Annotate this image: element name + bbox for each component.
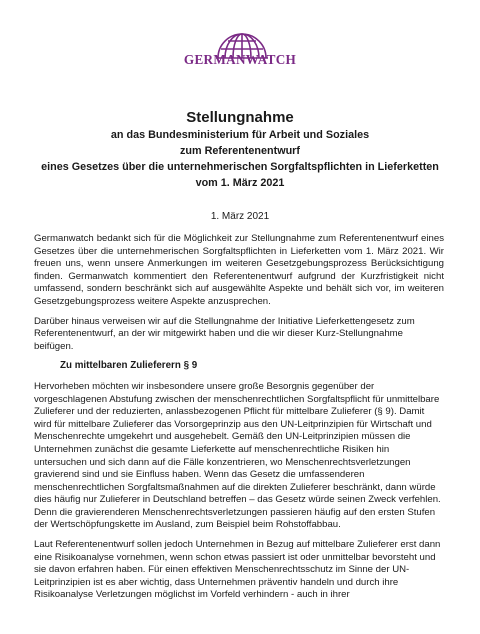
paragraph: Germanwatch bedankt sich für die Möglichkeit zur Stellungnahme zum Referentenentwurf eines Gesetzes über die unternehmerischen Sorgfaltspflichten in Lieferketten vom 1. März 2021. Wir freuen uns, wenn unsere Anmerkungen im weiteren Gesetzgebungsprozess Berücksichtigung finden. Germanwatch kommentiert den Referentenentwurf aufgrund der Kurzfristigkeit nicht umfassend, sondern beschränkt sich auf ausgewählte Aspekte und behält sich vor, im weiteren Gesetzgebungsprozess weitere Aspekte anzusprechen. — [34, 233, 444, 307]
paragraph: Hervorheben möchten wir insbesondere unsere große Besorgnis gegenüber der vorgeschlagenen Abstufung zwischen der menschenrechtlichen Sorgfaltspflicht für unmittelbare Zulieferer und der reduzierten, anlassbezogenen Pflicht für mittelbare Zulieferer (§ 9). Damit wird für mittelbare Zulieferer das Vorsorgeprinzip aus den UN-Leitprinzipien für Wirtschaft und Menschenrechte umgekehrt und ausgehebelt. Gemäß den UN-Leitprinzipien müssen die Unternehmen zunächst die gesamte Lieferkette auf menschenrechtliche Risiken hin untersuchen und sich dann auf die Fälle konzentrieren, wo Menschenrechtsverletzungen gravierend sind und sie Einfluss haben. Wenn das Gesetz die umfassenderen menschenrechtlichen Sorgfaltsmaßnahmen auf die direkten Zulieferer beschränkt, dann würde dies häufig nur Zulieferer in Deutschland betreffen – das Gesetz würde seinen Zweck verfehlen. Denn die gravierenderen Menschenrechtsverletzungen passieren häufig auf den ersten Stufen der Wertschöpfungskette im Ausland, zum Beispiel beim Rohstoffabbau. — [34, 380, 441, 531]
logo — [0, 0, 480, 92]
subtitle-line: zum Referentenentwurf — [180, 145, 300, 157]
paragraph: Laut Referentenentwurf sollen jedoch Unternehmen in Bezug auf mittelbare Zulieferer erst dann eine Risikoanalyse vornehmen, wenn schon etwas passiert ist oder unmittelbar bevorsteht und sie davon erfahren haben. Für einen effektiven Menschenrechtsschutz im Sinne der UN-Leitprinzipien ist es aber wichtig, dass Unternehmen präventiv handeln und durch ihre Risikoanalyse Verletzungen möglichst im Vorfeld verhindern - auch in ihrer — [34, 539, 441, 601]
document-title: Stellungnahme — [186, 109, 294, 126]
paragraph: Darüber hinaus verweisen wir auf die Stellungnahme der Initiative Lieferkettengesetz zum Referentenentwurf, an der wir mitgewirkt haben und die wir dieser Kurz-Stellungnahme beifügen. — [34, 315, 415, 352]
subtitle-line: eines Gesetzes über die unternehmerischen Sorgfaltspflichten in Lieferketten — [41, 161, 439, 173]
logo-text: GERMANWATCH — [183, 52, 297, 67]
subtitle-line: an das Bundesministerium für Arbeit und Soziales — [110, 129, 370, 141]
section-heading: Zu mittelbaren Zulieferern § 9 — [60, 360, 198, 372]
subtitle-line: vom 1. März 2021 — [195, 177, 285, 189]
document-body — [34, 233, 444, 609]
title-block — [0, 108, 480, 191]
document-date: 1. März 2021 — [210, 211, 270, 222]
